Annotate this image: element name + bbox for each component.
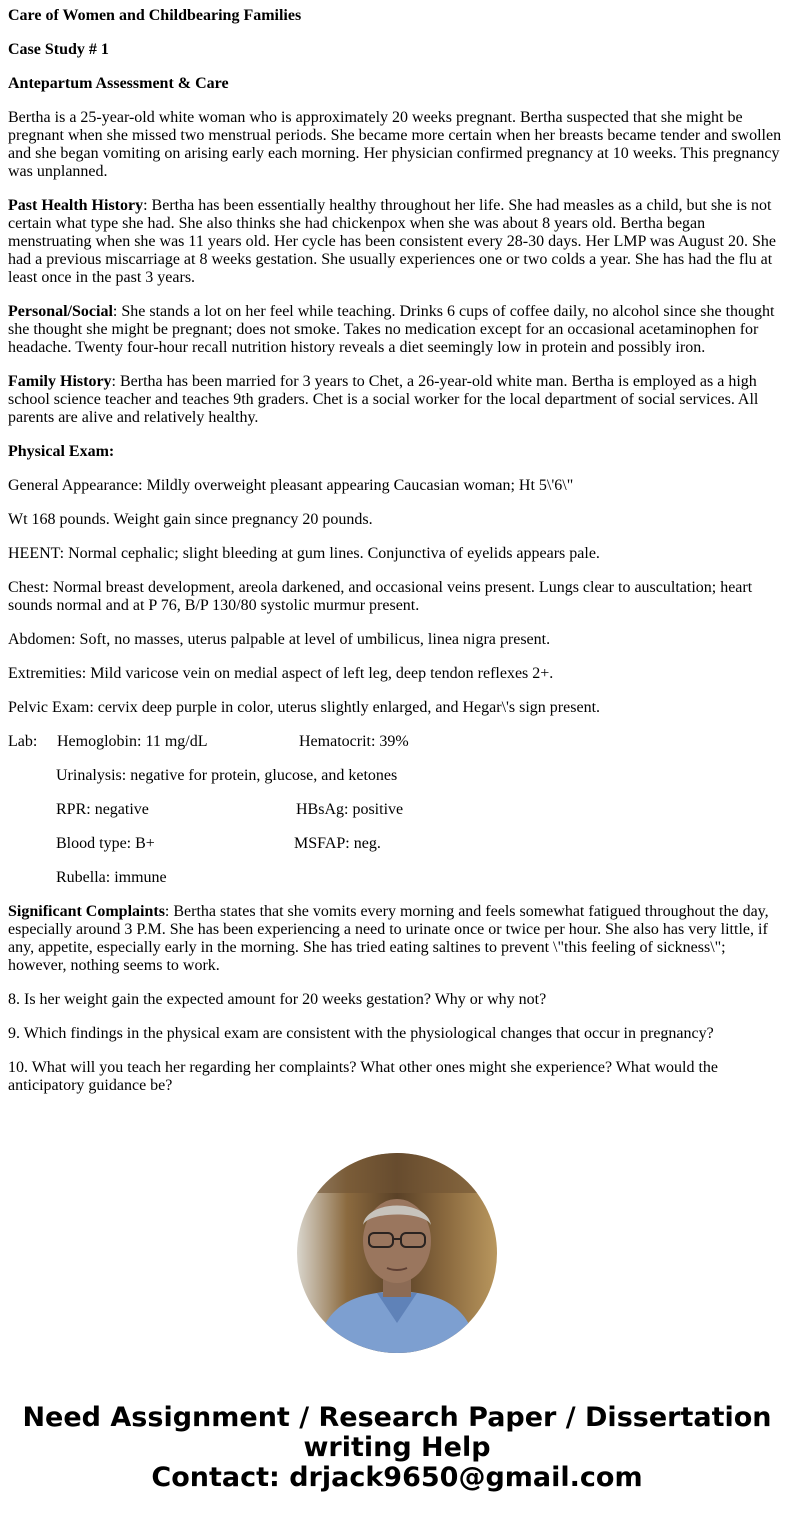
lab-blood-type: Blood type: B+ [56,835,155,852]
complaints-text: : Bertha states that she vomits every morning and feels somewhat fatigued throughout the day, especially around 3 P.M. She has been experiencing a need to urinate once or twice per hour. She also has very little, if any, appetite, especially early in the morning. She has tried eating saltines to prevent \"this feeling of sickness\"; however, nothing seems to work. [8,903,769,974]
portrait-image [297,1153,497,1353]
past-health-label: Past Health History [8,197,144,214]
lab-hbsag: HBsAg: positive [296,801,404,818]
case-study-label: Case Study # 1 [8,41,109,58]
section-heading: Antepartum Assessment & Care [8,75,229,92]
family-history-text: : Bertha has been married for 3 years to Chet, a 26-year-old white man. Bertha is employed as a high school science teacher and teaches 9th graders. Chet is a social worker for the local department of social services. All parents are alive and relatively healthy. [8,373,759,426]
lab-row-5 [8,869,786,887]
question-9: 9. Which findings in the physical exam are consistent with the physiological changes that occur in pregnancy? [8,1025,714,1042]
lab-row-3 [8,801,786,819]
lab-label: Lab: [8,733,38,750]
document-body [8,0,786,1122]
intro-paragraph: Bertha is a 25-year-old white woman who is approximately 20 weeks pregnant. Bertha suspected that she might be pregnant when she missed two menstrual periods. She became more certain when her breasts became tender and swollen and she began vomiting on arising early each morning. Her physician confirmed pregnancy at 10 weeks. This pregnancy was unplanned. [8,109,782,180]
lab-urinalysis: Urinalysis: negative for protein, glucose, and ketones [56,767,398,784]
exam-extremities: Extremities: Mild varicose vein on medial aspect of left leg, deep tendon reflexes 2+. [8,665,554,682]
past-health-history [8,197,786,287]
lab-msfap: MSFAP: neg. [294,835,381,852]
exam-general: General Appearance: Mildly overweight pleasant appearing Caucasian woman; Ht 5\'6\" [8,477,574,494]
personal-social [8,303,786,357]
physical-exam-heading: Physical Exam: [8,443,115,460]
exam-abdomen: Abdomen: Soft, no masses, uterus palpable at level of umbilicus, linea nigra present. [8,631,551,648]
promo-line-2: writing Help [303,1432,491,1463]
promo-line-1: Need Assignment / Research Paper / Dissertation [22,1402,772,1433]
family-history-label: Family History [8,373,112,390]
personal-social-label: Personal/Social [8,303,113,320]
personal-social-text: : She stands a lot on her feel while teaching. Drinks 6 cups of coffee daily, no alcohol since she thought she thought she might be pregnant; does not smoke. Takes no medication except for an occasional acetaminophen for headache. Twenty four-hour recall nutrition history reveals a diet seemingly low in protein and possibly iron. [8,303,775,356]
document-title: Care of Women and Childbearing Families [8,7,302,24]
lab-hematocrit: Hematocrit: 39% [299,733,409,750]
significant-complaints [8,903,786,975]
lab-row-4 [8,835,786,853]
lab-hemoglobin: Hemoglobin: 11 mg/dL [57,733,208,750]
lab-row-1 [8,733,786,751]
question-10: 10. What will you teach her regarding her complaints? What other ones might she experience? What would the anticipatory guidance be? [8,1059,718,1094]
promo-contact: Contact: drjack9650@gmail.com [151,1462,643,1493]
promo-banner [0,1403,794,1493]
complaints-label: Significant Complaints [8,903,165,920]
lab-rpr: RPR: negative [56,801,149,818]
exam-heent: HEENT: Normal cephalic; slight bleeding at gum lines. Conjunctiva of eyelids appears pale. [8,545,600,562]
question-8: 8. Is her weight gain the expected amount for 20 weeks gestation? Why or why not? [8,991,547,1008]
lab-row-2 [8,767,786,785]
content-cutoff [0,1112,794,1124]
family-history [8,373,786,427]
lab-rubella: Rubella: immune [56,869,167,886]
exam-weight: Wt 168 pounds. Weight gain since pregnancy 20 pounds. [8,511,373,528]
exam-chest: Chest: Normal breast development, areola darkened, and occasional veins present. Lungs clear to auscultation; heart sounds normal and at P 76, B/P 130/80 systolic murmur present. [8,579,753,614]
author-avatar [297,1153,497,1353]
past-health-text: : Bertha has been essentially healthy throughout her life. She had measles as a child, but she is not certain what type she had. She also thinks she had chickenpox when she was about 8 years old. Bertha began menstruating when she was 11 years old. Her cycle has been consistent every 28-30 days. Her LMP was August 20. She had a previous miscarriage at 8 weeks gestation. She usually experiences one or two colds a year. She has had the flu at least once in the past 3 years. [8,197,776,286]
exam-pelvic: Pelvic Exam: cervix deep purple in color, uterus slightly enlarged, and Hegar\'s sign present. [8,699,601,716]
